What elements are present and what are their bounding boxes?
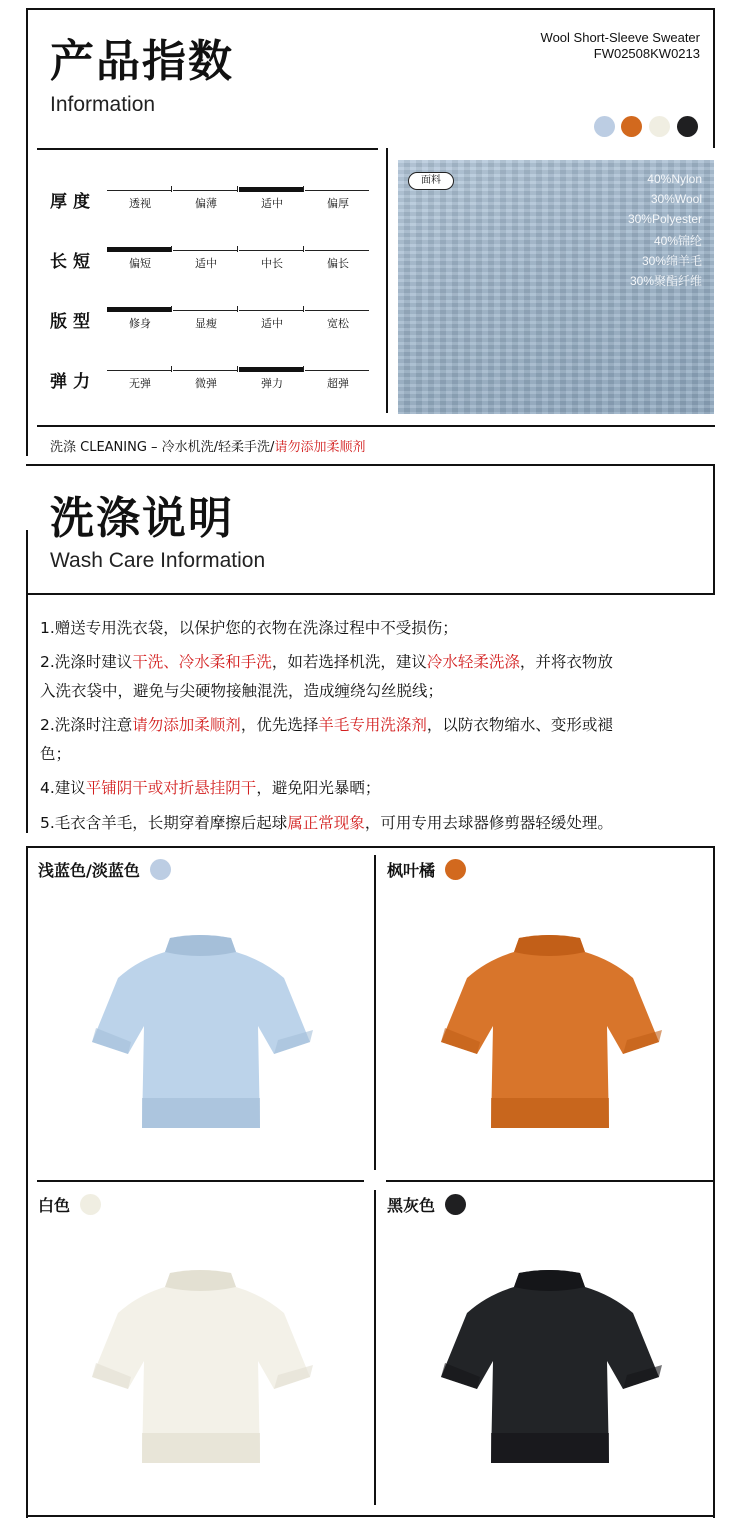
attr-tick xyxy=(237,246,238,252)
cleaning-prefix: 洗涤 CLEANING – 冷水机洗/轻柔手洗/ xyxy=(50,440,275,455)
sweater-image xyxy=(88,930,313,1130)
wash-item-1: 1.赠送专用洗衣袋，以保护您的衣物在洗涤过程中不受损伤； xyxy=(40,619,458,637)
sweater-collar xyxy=(165,1270,236,1291)
attr-segment xyxy=(173,370,237,371)
wash-title-cn: 洗涤说明 xyxy=(50,493,234,544)
sweater-hem xyxy=(491,1098,609,1128)
attr-tick xyxy=(237,186,238,192)
attr-segment xyxy=(305,370,369,371)
attr-tick xyxy=(303,186,304,192)
attr-segment xyxy=(305,310,369,311)
attr-segment xyxy=(305,250,369,251)
attr-option: 适中 xyxy=(261,197,283,210)
color-dot xyxy=(445,859,466,880)
wash-item-3-cont: 色； xyxy=(40,745,72,763)
sweater-collar xyxy=(165,935,236,956)
cleaning-warning: 请勿添加柔顺剂 xyxy=(274,440,366,455)
attr-segment-active xyxy=(107,307,171,312)
color-label xyxy=(387,1193,466,1216)
attr-option: 适中 xyxy=(261,317,283,330)
attr-option: 偏厚 xyxy=(327,197,349,210)
attr-option: 显瘦 xyxy=(195,317,217,330)
color-dot xyxy=(445,1194,466,1215)
attr-option: 适中 xyxy=(195,257,217,270)
info-title-en: Information xyxy=(50,93,156,116)
color-dot xyxy=(150,859,171,880)
product-code: FW02508KW0213 xyxy=(593,46,700,61)
info-title-cn: 产品指数 xyxy=(50,36,234,87)
attr-tick xyxy=(303,306,304,312)
cleaning-note xyxy=(50,436,365,455)
color-swatch-1 xyxy=(594,116,615,137)
wash-title-en: Wash Care Information xyxy=(50,549,266,572)
color-name: 黑灰色 xyxy=(387,1196,436,1215)
attr-segment xyxy=(239,250,303,251)
attr-option: 弹力 xyxy=(261,377,283,390)
color-dot xyxy=(80,1194,101,1215)
attr-option: 超弹 xyxy=(327,377,349,390)
attr-segment xyxy=(107,370,171,371)
attr-tick xyxy=(237,306,238,312)
attr-option: 宽松 xyxy=(327,317,349,330)
attr-label: 版型 xyxy=(50,312,96,332)
color-swatch-3 xyxy=(649,116,670,137)
composition-line: 40%锦纶 xyxy=(653,234,702,248)
attr-segment xyxy=(107,190,171,191)
sweater-collar xyxy=(514,1270,585,1291)
product-meta xyxy=(541,30,700,62)
sweater-collar xyxy=(514,935,585,956)
attr-segment-active xyxy=(239,367,303,372)
attr-segment xyxy=(173,190,237,191)
sweater-hem xyxy=(142,1098,260,1128)
sweater-hem xyxy=(491,1433,609,1463)
color-label xyxy=(38,858,171,881)
attr-segment xyxy=(173,310,237,311)
color-name: 浅蓝色/淡蓝色 xyxy=(38,861,140,880)
product-name: Wool Short-Sleeve Sweater xyxy=(540,30,700,45)
sweater-hem xyxy=(142,1433,260,1463)
wash-item-2: 2.洗涤时建议干洗、冷水柔和手洗，如若选择机洗，建议冷水轻柔洗涤，并将衣物放 xyxy=(40,653,613,671)
attr-segment xyxy=(239,310,303,311)
attr-tick xyxy=(303,246,304,252)
wash-item-3: 2.洗涤时注意请勿添加柔顺剂，优先选择羊毛专用洗涤剂，以防衣物缩水、变形或褪 xyxy=(40,716,613,734)
attr-option: 偏短 xyxy=(129,257,151,270)
attr-label: 弹力 xyxy=(50,372,96,392)
sweater-image xyxy=(437,930,662,1130)
color-swatch-2 xyxy=(621,116,642,137)
color-label xyxy=(38,1193,101,1216)
attr-option: 透视 xyxy=(129,197,151,210)
attr-label: 长短 xyxy=(50,252,96,272)
attr-tick xyxy=(171,306,172,312)
wash-item-5: 5.毛衣含羊毛，长期穿着摩擦后起球属正常现象，可用专用去球器修剪器轻缓处理。 xyxy=(40,814,613,832)
sweater-image xyxy=(88,1265,313,1465)
color-label xyxy=(387,858,466,881)
color-name: 枫叶橘 xyxy=(387,861,436,880)
color-name: 白色 xyxy=(38,1196,71,1215)
attr-option: 偏薄 xyxy=(195,197,217,210)
attr-label: 厚度 xyxy=(50,192,96,212)
composition-line: 30%Wool xyxy=(650,192,702,206)
attr-option: 中长 xyxy=(261,257,283,270)
attr-option: 微弹 xyxy=(195,377,217,390)
color-swatch-4 xyxy=(677,116,698,137)
sweater-image xyxy=(437,1265,662,1465)
attr-tick xyxy=(171,186,172,192)
attr-tick xyxy=(171,366,172,372)
attr-option: 偏长 xyxy=(327,257,349,270)
attr-segment-active xyxy=(239,187,303,192)
attr-option: 修身 xyxy=(129,317,151,330)
attr-option: 无弹 xyxy=(129,377,151,390)
attr-tick xyxy=(303,366,304,372)
attr-segment xyxy=(305,190,369,191)
wash-item-4: 4.建议平铺阴干或对折悬挂阴干，避免阳光暴晒； xyxy=(40,779,381,797)
attr-segment xyxy=(173,250,237,251)
composition-line: 40%Nylon xyxy=(647,172,702,186)
attr-tick xyxy=(237,366,238,372)
composition-line: 30%Polyester xyxy=(627,212,702,226)
wash-item-2-cont: 入洗衣袋中，避免与尖硬物接触混洗，造成缠绕勾丝脱线； xyxy=(40,682,444,700)
composition-line: 30%绵羊毛 xyxy=(641,254,702,268)
attr-tick xyxy=(171,246,172,252)
attr-segment-active xyxy=(107,247,171,252)
composition-line: 30%聚酯纤维 xyxy=(629,274,702,288)
fabric-badge: 面料 xyxy=(408,172,454,190)
fabric-photo xyxy=(398,160,714,414)
